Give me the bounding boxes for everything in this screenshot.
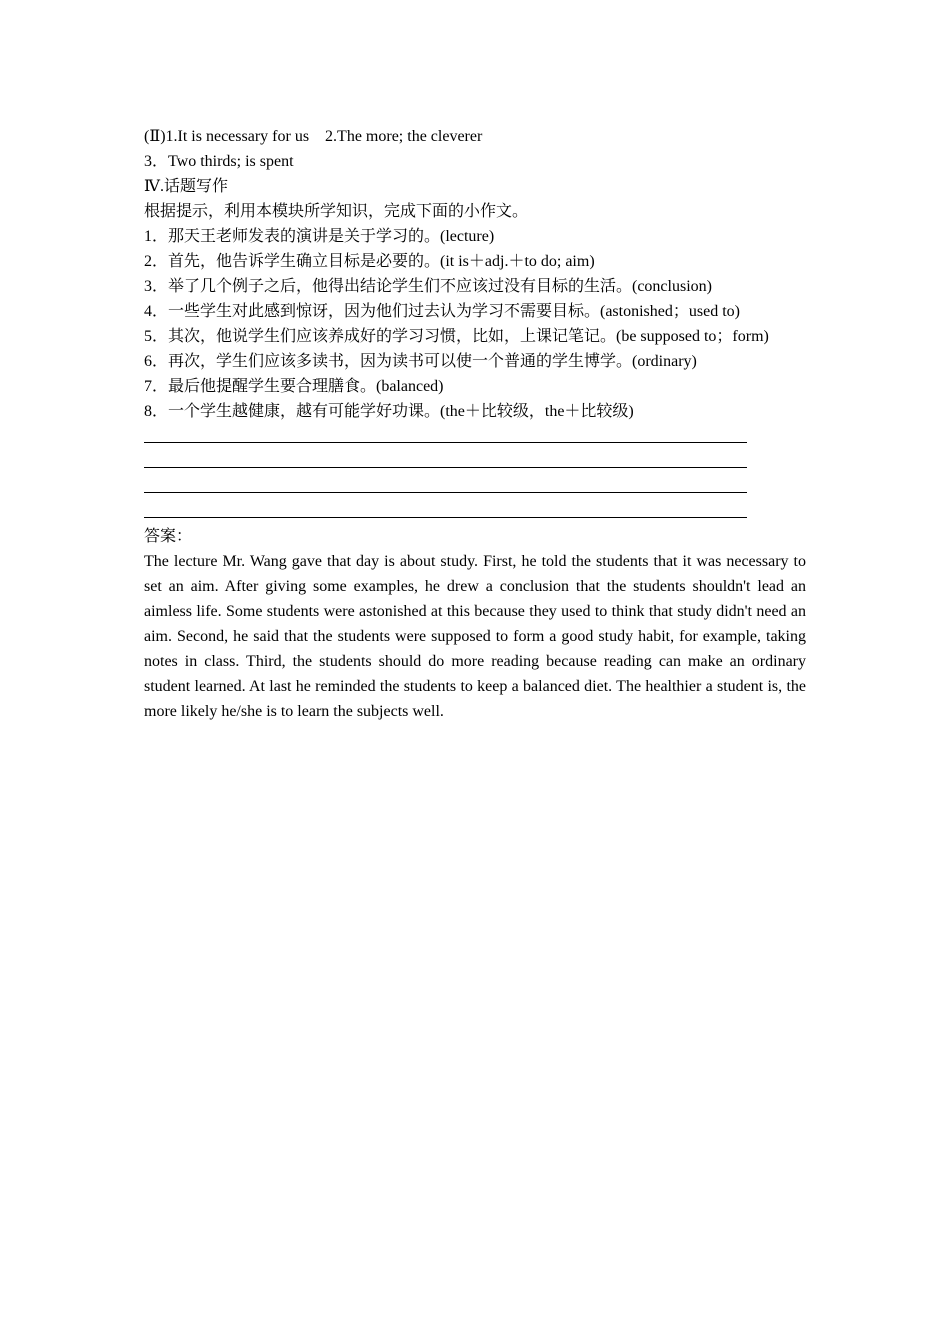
prompt-item: 4．一些学生对此感到惊讶，因为他们过去认为学习不需要目标。(astonished；used to) bbox=[144, 303, 740, 320]
blank-underline bbox=[144, 467, 747, 468]
answer-line-1: (Ⅱ)1.It is necessary for us 2.The more; the cleverer bbox=[144, 128, 483, 145]
prompt-item: 5．其次，他说学生们应该养成好的学习习惯，比如，上课记笔记。(be supposed to；form) bbox=[144, 328, 769, 345]
answer-label: 答案： bbox=[144, 528, 193, 545]
blank-underline bbox=[144, 492, 747, 493]
writing-blank-line bbox=[144, 449, 806, 474]
prompt-item: 2．首先，他告诉学生确立目标是必要的。(it is＋adj.＋to do; aim) bbox=[144, 253, 595, 270]
prompt-item: 6．再次，学生们应该多读书，因为读书可以使一个普通的学生博学。(ordinary) bbox=[144, 353, 697, 370]
model-answer-paragraph: The lecture Mr. Wang gave that day is about study. First, he told the students that it was necessary to set an aim. After giving some examples, he drew a conclusion that the students shouldn't lead an aimless life. Some students were astonished at this because they used to think that study didn't need an aim. Second, he said that the students were supposed to form a good study habit, for example, taking notes in class. Third, the students should do more reading because reading can make an ordinary student learned. At last he reminded the students to keep a balanced diet. The healthier a student is, the more likely he/she is to learn the subjects well. bbox=[144, 553, 806, 720]
writing-blank-line bbox=[144, 499, 806, 524]
section-heading: Ⅳ.话题写作 bbox=[144, 178, 228, 195]
writing-blank-line bbox=[144, 474, 806, 499]
prompt-item: 1．那天王老师发表的演讲是关于学习的。(lecture) bbox=[144, 228, 495, 245]
prompt-item: 7．最后他提醒学生要合理膳食。(balanced) bbox=[144, 378, 444, 395]
prompt-item: 8．一个学生越健康，越有可能学好功课。(the＋比较级，the＋比较级) bbox=[144, 403, 634, 420]
blank-underline bbox=[144, 442, 747, 443]
blank-underline bbox=[144, 517, 747, 518]
document-page bbox=[144, 124, 806, 724]
writing-blank-line bbox=[144, 424, 806, 449]
section-instruction: 根据提示，利用本模块所学知识，完成下面的小作文。 bbox=[144, 203, 529, 220]
answer-line-2: 3．Two thirds; is spent bbox=[144, 153, 294, 170]
prompt-item: 3．举了几个例子之后，他得出结论学生们不应该过没有目标的生活。(conclusion) bbox=[144, 278, 712, 295]
